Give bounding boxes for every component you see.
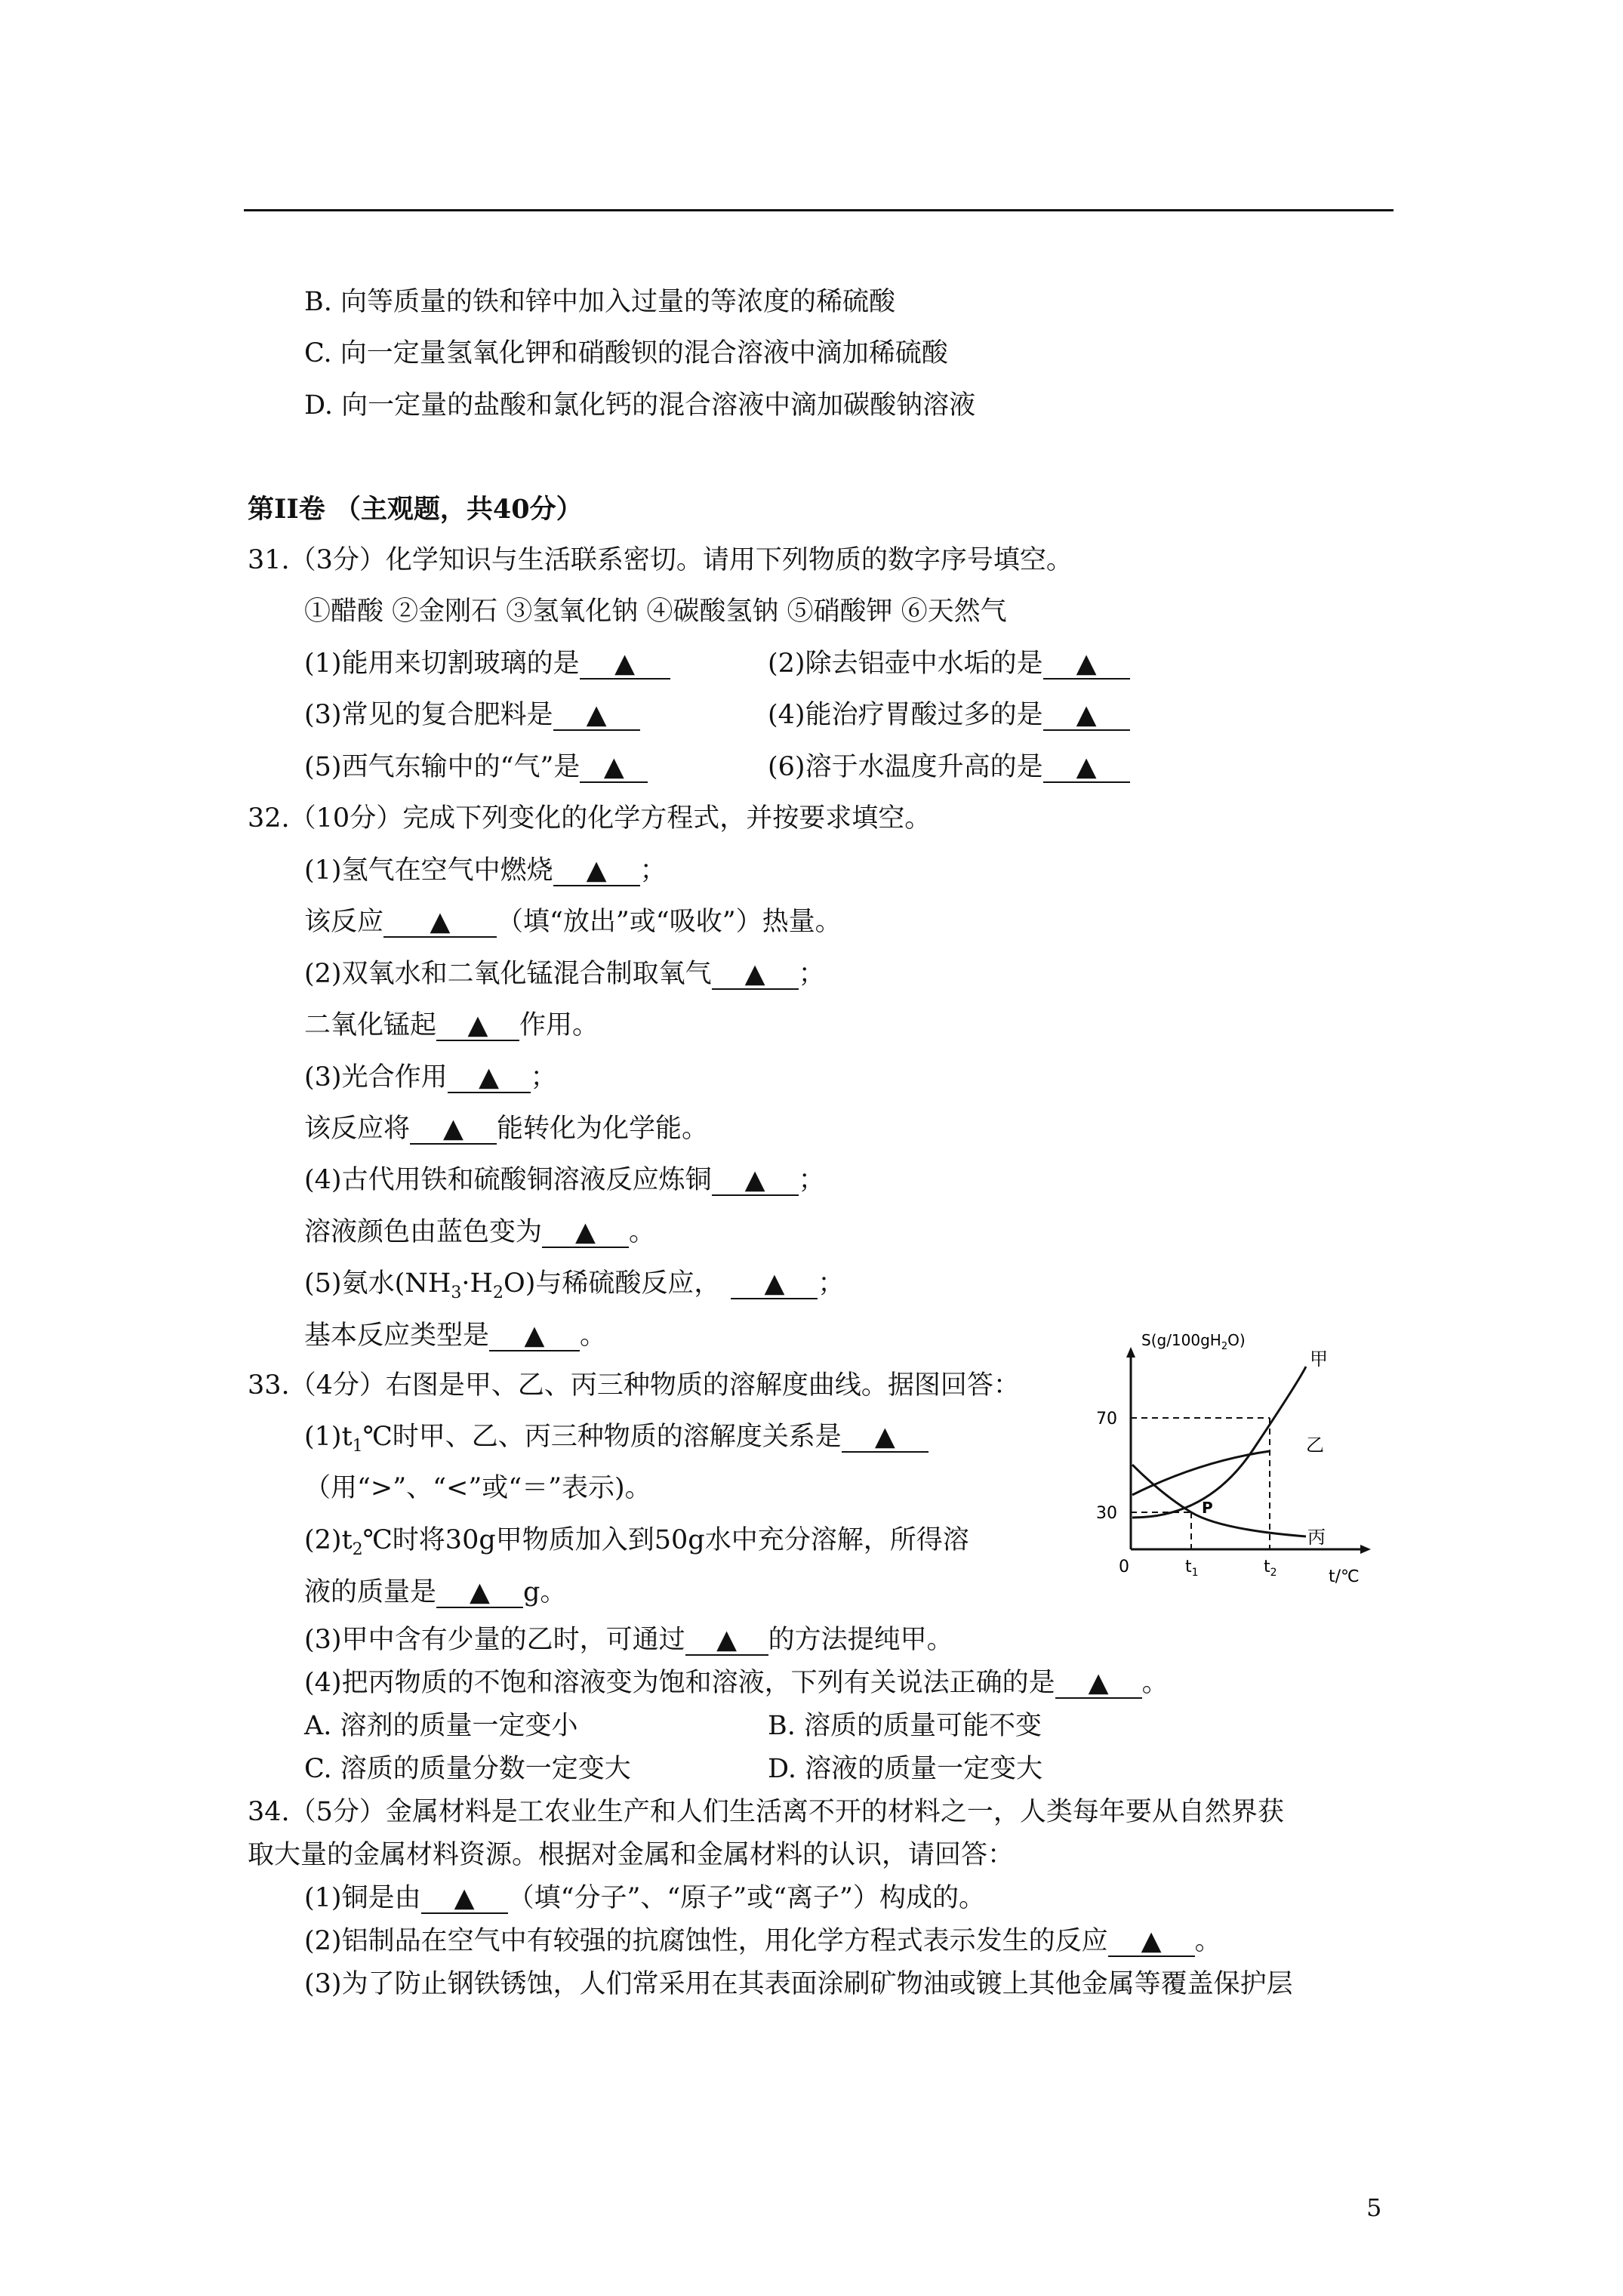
q31-p6-text: (6)溶于水温度升高的是 [768,752,1043,782]
q32-p2 [304,957,825,991]
semicolon: ； [639,855,667,886]
graph-ylabel: $S(g/100gH_2O)$ [1141,1331,1246,1352]
q33-option-b: B. 溶质的质量可能不变 [768,1711,1042,1741]
q32-p2-text: (2)双氧水和二氧化锰混合制取氧气 [304,959,712,989]
answer-blank[interactable]: ▲ [580,649,670,680]
q32-p2b-post: 作用。 [519,1010,599,1040]
answer-blank[interactable]: ▲ [685,1626,768,1656]
option-b: B. 向等质量的铁和锌中加入过量的等浓度的稀硫酸 [304,287,895,317]
label-yi: 乙 [1306,1435,1324,1456]
q32-p1b [304,905,842,938]
answer-blank[interactable]: ▲ [448,1063,531,1093]
answer-blank[interactable]: ▲ [421,1884,508,1914]
q31-p6 [768,750,1130,784]
label-jia: 甲 [1310,1348,1328,1370]
q32-p4b-pre: 溶液颜色由蓝色变为 [304,1217,543,1247]
q31-p2-text: (2)除去铝壶中水垢的是 [768,649,1043,679]
subscript: 3 [451,1284,462,1302]
answer-blank[interactable]: ▲ [1043,649,1130,680]
answer-blank[interactable]: ▲ [712,1166,799,1196]
q33-p2b-post: g。 [523,1577,567,1607]
semicolon: ； [798,959,825,989]
header-rule [244,209,1394,211]
q33-p1b: （用“>”、“<”或“＝”表示)。 [304,1473,651,1503]
answer-blank[interactable]: ▲ [842,1422,929,1453]
section-title: 第II卷 （主观题，共40分） [248,494,583,525]
q31-choices: ①醋酸 ②金刚石 ③氢氧化钠 ④碳酸氢钠 ⑤硝酸钾 ⑥天然气 [304,596,1007,627]
page-number: 5 [1366,2193,1382,2222]
q31-p3-text: (3)常见的复合肥料是 [304,700,553,730]
q33-p2-pre: (2)t [304,1525,353,1555]
subscript: 2 [493,1284,504,1302]
q32-p1 [304,854,667,887]
curve-yi [1132,1451,1270,1495]
q32-p3b-post: 能转化为化学能。 [497,1114,709,1144]
q33-p2b [304,1576,566,1609]
q31-p3 [304,698,640,732]
label-bing: 丙 [1307,1527,1326,1548]
q32-p5-mid: ·H [461,1268,494,1299]
q31-p2 [768,647,1130,680]
answer-blank[interactable]: ▲ [1043,701,1130,731]
tick-origin: 0 [1119,1558,1129,1576]
x-axis-arrow [1360,1545,1371,1554]
q31-p5-text: (5)西气东输中的“气”是 [304,752,581,782]
q34-p1-pre: (1)铜是由 [304,1883,421,1913]
q32-p4b [304,1216,655,1249]
q34-p1 [304,1881,985,1915]
q33-p1 [304,1420,929,1463]
q32-p3 [304,1061,557,1094]
tick-t1: $t_1$ [1185,1558,1199,1579]
q33-p4-post: 。 [1141,1668,1169,1698]
answer-blank[interactable]: ▲ [1108,1927,1195,1957]
q31-p4 [768,698,1130,732]
q33-option-d: D. 溶液的质量一定变大 [768,1754,1043,1784]
q32-stem: 32.（10分）完成下列变化的化学方程式，并按要求填空。 [248,803,932,834]
solubility-curve-graph [1072,1329,1389,1601]
q32-p4-text: (4)古代用铁和硫酸铜溶液反应炼铜 [304,1165,712,1195]
q33-p4 [304,1666,1169,1700]
q32-p2b-pre: 二氧化锰起 [304,1010,437,1040]
q34-p2 [304,1925,1221,1958]
q32-p1b-pre: 该反应 [304,907,384,937]
curve-jia [1132,1367,1306,1518]
q34-stem-1: 34.（5分）金属材料是工农业生产和人们生活离不开的材料之一，人类每年要从自然界获 [248,1797,1284,1827]
q32-p5-pre: (5)氨水(NH [304,1268,451,1299]
q33-p1-pre: (1)t [304,1422,353,1452]
q33-p2 [304,1524,969,1567]
answer-blank[interactable]: ▲ [542,1218,629,1248]
q31-p1 [304,647,670,680]
q31-p1-text: (1)能用来切割玻璃的是 [304,649,580,679]
q34-p2-post: 。 [1194,1926,1221,1956]
q31-p4-text: (4)能治疗胃酸过多的是 [768,700,1043,730]
q32-p2b [304,1009,599,1042]
answer-blank[interactable]: ▲ [489,1321,580,1351]
q32-p5b-pre: 基本反应类型是 [304,1321,490,1351]
answer-blank[interactable]: ▲ [1043,753,1130,783]
q32-p5-post: O)与稀硫酸反应， [504,1268,721,1299]
q33-p3 [304,1623,953,1657]
semicolon: ； [530,1062,557,1093]
semicolon: ； [818,1268,845,1299]
q32-p1-text: (1)氢气在空气中燃烧 [304,855,553,886]
tick-70: 70 [1096,1410,1117,1428]
answer-blank[interactable]: ▲ [436,1578,523,1608]
q32-p1b-post: （填“放出”或“吸收”）热量。 [497,907,842,937]
answer-blank[interactable]: ▲ [712,960,799,990]
graph-xlabel: t/℃ [1329,1567,1360,1586]
period: 。 [580,1321,607,1351]
q33-p1-post: ℃时甲、乙、丙三种物质的溶解度关系是 [362,1422,842,1452]
q32-p3b [304,1112,708,1145]
q33-option-a: A. 溶剂的质量一定变小 [304,1711,578,1741]
q34-p1-post: （填“分子”、“原子”或“离子”）构成的。 [507,1883,985,1913]
answer-blank[interactable]: ▲ [580,753,648,783]
q33-option-c: C. 溶质的质量分数一定变大 [304,1754,631,1784]
option-d: D. 向一定量的盐酸和氯化钙的混合溶液中滴加碳酸钠溶液 [304,390,976,421]
q33-stem: 33.（4分）右图是甲、乙、丙三种物质的溶解度曲线。据图回答： [248,1370,1020,1401]
q33-p3-post: 的方法提纯甲。 [768,1625,953,1655]
q33-p2b-pre: 液的质量是 [304,1577,437,1607]
tick-30: 30 [1096,1504,1117,1523]
semicolon: ； [798,1165,825,1195]
curve-bing [1132,1465,1306,1536]
q31-p5 [304,750,648,784]
answer-blank[interactable]: ▲ [410,1114,497,1145]
answer-blank[interactable]: ▲ [553,701,640,731]
answer-blank[interactable]: ▲ [1055,1669,1142,1699]
y-axis-arrow [1126,1347,1135,1358]
answer-blank[interactable]: ▲ [383,908,497,938]
q34-p3: (3)为了防止钢铁锈蚀，人们常采用在其表面涂刷矿物油或镀上其他金属等覆盖保护层 [304,1969,1293,1999]
q34-p2-pre: (2)铝制品在空气中有较强的抗腐蚀性，用化学方程式表示发生的反应 [304,1926,1108,1956]
q33-p2-post: ℃时将30g甲物质加入到50g水中充分溶解，所得溶 [362,1525,969,1555]
subscript: 1 [352,1437,363,1456]
q33-p4-pre: (4)把丙物质的不饱和溶液变为饱和溶液，下列有关说法正确的是 [304,1668,1055,1698]
q32-p5b [304,1319,606,1352]
q32-p3-text: (3)光合作用 [304,1062,448,1093]
q31-stem: 31.（3分）化学知识与生活联系密切。请用下列物质的数字序号填空。 [248,545,1073,575]
answer-blank[interactable]: ▲ [553,856,640,886]
tick-t2: $t_2$ [1264,1558,1277,1579]
q32-p3b-pre: 该反应将 [304,1114,411,1144]
subscript: 2 [352,1540,363,1559]
answer-blank[interactable]: ▲ [436,1011,519,1041]
q32-p4 [304,1163,825,1197]
label-p: P [1202,1499,1213,1517]
option-c: C. 向一定量氢氧化钾和硝酸钡的混合溶液中滴加稀硫酸 [304,338,948,368]
q32-p5 [304,1267,844,1310]
answer-blank[interactable]: ▲ [731,1269,818,1299]
q33-p3-pre: (3)甲中含有少量的乙时，可通过 [304,1625,685,1655]
q34-stem-2: 取大量的金属材料资源。根据对金属和金属材料的认识，请回答： [248,1840,1015,1870]
period: 。 [629,1217,656,1247]
